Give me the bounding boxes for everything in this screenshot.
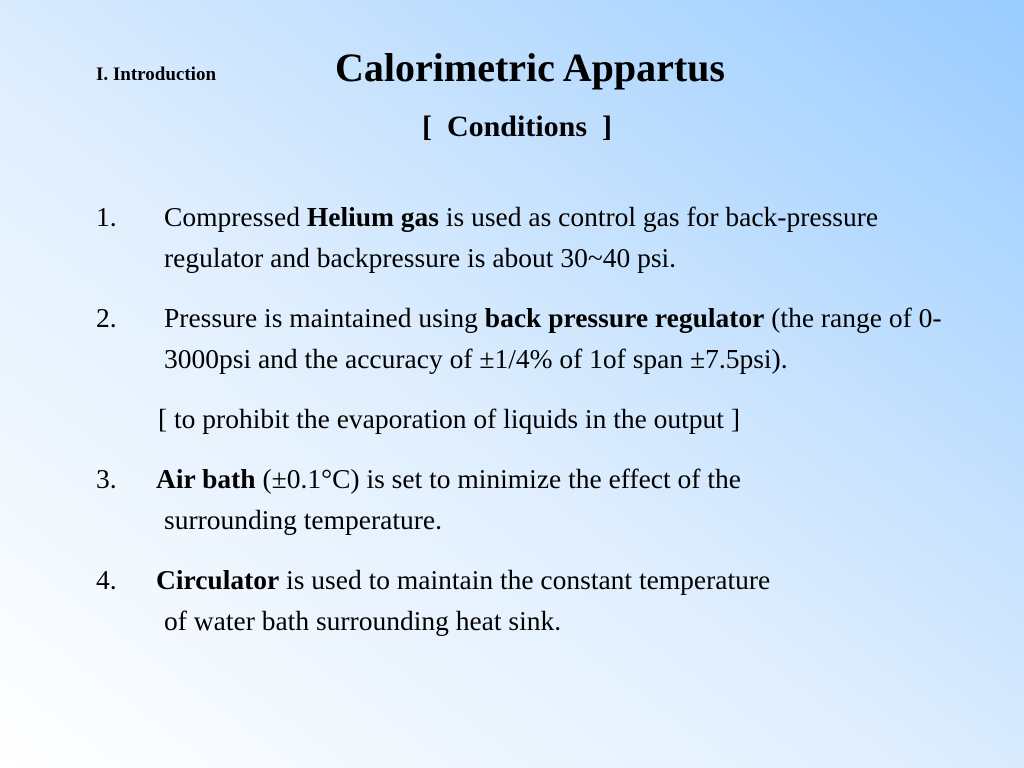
slide-title: Calorimetric Appartus	[335, 45, 725, 90]
item-text-post: is used as control gas for back-pressure regulator and backpressure is about 30~40 psi.	[164, 201, 879, 273]
item-text-bold: back pressure regulator	[484, 302, 765, 333]
item-text-bold: Air bath	[156, 463, 256, 494]
item-text-post: is used to maintain the constant temperature	[279, 564, 771, 595]
note-text: [ to prohibit the evaporation of liquids in the output ]	[158, 403, 740, 434]
item-number: 4.	[96, 564, 117, 595]
item-number: 2.	[96, 302, 117, 333]
conditions-list	[96, 196, 956, 660]
list-item-4	[96, 559, 956, 641]
item-number: 3.	[96, 463, 117, 494]
slide-subtitle: [ Conditions ]	[421, 110, 613, 143]
item-text-continuation: of water bath surrounding heat sink.	[164, 605, 562, 636]
item-text-bold: Helium gas	[306, 201, 439, 232]
list-item-2	[96, 297, 956, 379]
item-text-continuation: surrounding temperature.	[164, 504, 442, 535]
list-item-1	[96, 196, 956, 278]
section-label: I. Introduction	[96, 64, 217, 85]
item-text-pre: Compressed	[164, 201, 307, 232]
list-item-3	[96, 458, 956, 540]
item-text-pre: Pressure is maintained using	[164, 302, 485, 333]
item-text-post: (±0.1°C) is set to minimize the effect of the	[255, 463, 741, 494]
item-text-post: (the range of 0-3000psi and the accuracy of ±1/4% of 1of span ±7.5psi).	[164, 302, 942, 374]
item-number: 1.	[96, 201, 117, 232]
item-text-bold: Circulator	[156, 564, 280, 595]
